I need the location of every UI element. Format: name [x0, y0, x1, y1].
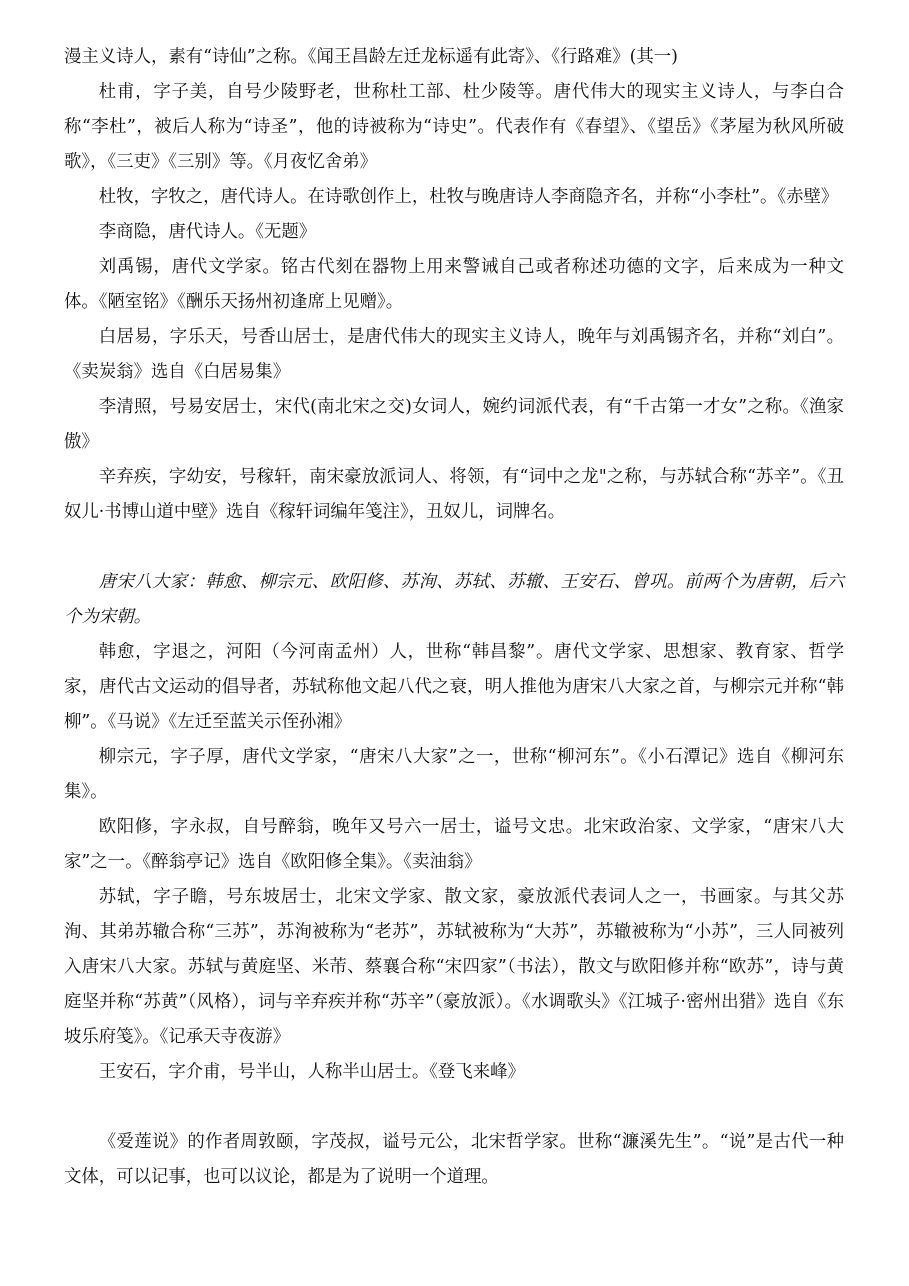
paragraph-liu-yuxi: 刘禹锡，唐代文学家。铭古代刻在器物上用来警诫自己或者称述功德的文字，后来成为一种文体。《陋室铭》《酬乐天扬州初逢席上见赠》。	[64, 257, 844, 312]
paragraph-zhou-dunyi: 《爱莲说》的作者周敦颐，字茂叔，谥号元公，北宋哲学家。世称“濂溪先生”。“说”是古代一种文体，可以记事，也可以议论，都是为了说明一个道理。	[64, 1132, 844, 1187]
paragraph-li-bai-tail: 漫主义诗人，素有“诗仙”之称。《闻王昌龄左迁龙标遥有此寄》、《行路难》(其一)	[64, 47, 678, 67]
paragraph-han-yu: 韩愈，字退之，河阳（今河南孟州）人，世称“韩昌黎”。唐代文学家、思想家、教育家、哲学家，唐代古文运动的倡导者，苏轼称他文起八代之衰，明人推他为唐宋八大家之首，与柳宗元并称“韩柳”。《马说》《左迁至蓝关示侄孙湘》	[64, 642, 844, 732]
paragraph-su-shi: 苏轼，字子瞻，号东坡居士，北宋文学家、散文家，豪放派代表词人之一，书画家。与其父苏洵、其弟苏辙合称“三苏”，苏洵被称为“老苏”，苏轼被称为“大苏”，苏辙被称为“小苏”，三人同被列入唐宋八大家。苏轼与黄庭坚、米芾、蔡襄合称“宋四家”（书法），散文与欧阳修并称“欧苏”，诗与黄庭坚并称“苏黄”（风格），词与辛弃疾并称“苏辛”（豪放派）。《水调歌头》《江城子·密州出猎》选自《东坡乐府笺》。《记承天寺夜游》	[64, 887, 844, 1047]
paragraph-liu-zongyuan: 柳宗元，字子厚，唐代文学家，“唐宋八大家”之一，世称“柳河东”。《小石潭记》选自《柳河东集》。	[64, 747, 844, 802]
paragraph-ouyang-xiu: 欧阳修，字永叔，自号醉翁，晚年又号六一居士，谥号文忠。北宋政治家、文学家，“唐宋八大家”之一。《醉翁亭记》选自《欧阳修全集》。《卖油翁》	[64, 817, 844, 872]
paragraph-wang-anshi: 王安石，字介甫，号半山，人称半山居士。《登飞来峰》	[98, 1062, 525, 1082]
section-gap	[64, 530, 844, 565]
paragraph-li-shangyin: 李商隐，唐代诗人。《无题》	[98, 222, 317, 242]
paragraph-bai-juyi: 白居易，字乐天，号香山居士，是唐代伟大的现实主义诗人，晚年与刘禹锡齐名，并称“刘白”。《卖炭翁》选自《白居易集》	[64, 327, 844, 382]
paragraph-du-mu: 杜牧，字牧之，唐代诗人。在诗歌创作上，杜牧与晚唐诗人李商隐齐名，并称“小李杜”。《赤壁》	[98, 187, 839, 207]
paragraph-du-fu: 杜甫，字子美，自号少陵野老，世称杜工部、杜少陵等。唐代伟大的现实主义诗人，与李白合称“李杜”，被后人称为“诗圣”，他的诗被称为“诗史”。代表作有《春望》、《望岳》《茅屋为秋风所破歌》，《三吏》《三别》等。《月夜忆舍弟》	[64, 82, 844, 172]
paragraph-eight-masters-heading: 唐宋八大家：韩愈、柳宗元、欧阳修、苏洵、苏轼、苏辙、王安石、曾巩。前两个为唐朝，后六个为宋朝。	[64, 572, 844, 627]
document-page	[64, 40, 844, 1195]
paragraph-xin-qiji: 辛弃疾，字幼安，号稼轩，南宋豪放派词人、将领，有“词中之龙"之称，与苏轼合称“苏辛”。《丑奴儿·书博山道中壁》选自《稼轩词编年笺注》，丑奴儿，词牌名。	[64, 467, 844, 522]
section-gap	[64, 1090, 844, 1125]
paragraph-li-qingzhao: 李清照，号易安居士，宋代(南北宋之交)女词人，婉约词派代表，有“千古第一才女”之称。《渔家傲》	[64, 397, 844, 452]
